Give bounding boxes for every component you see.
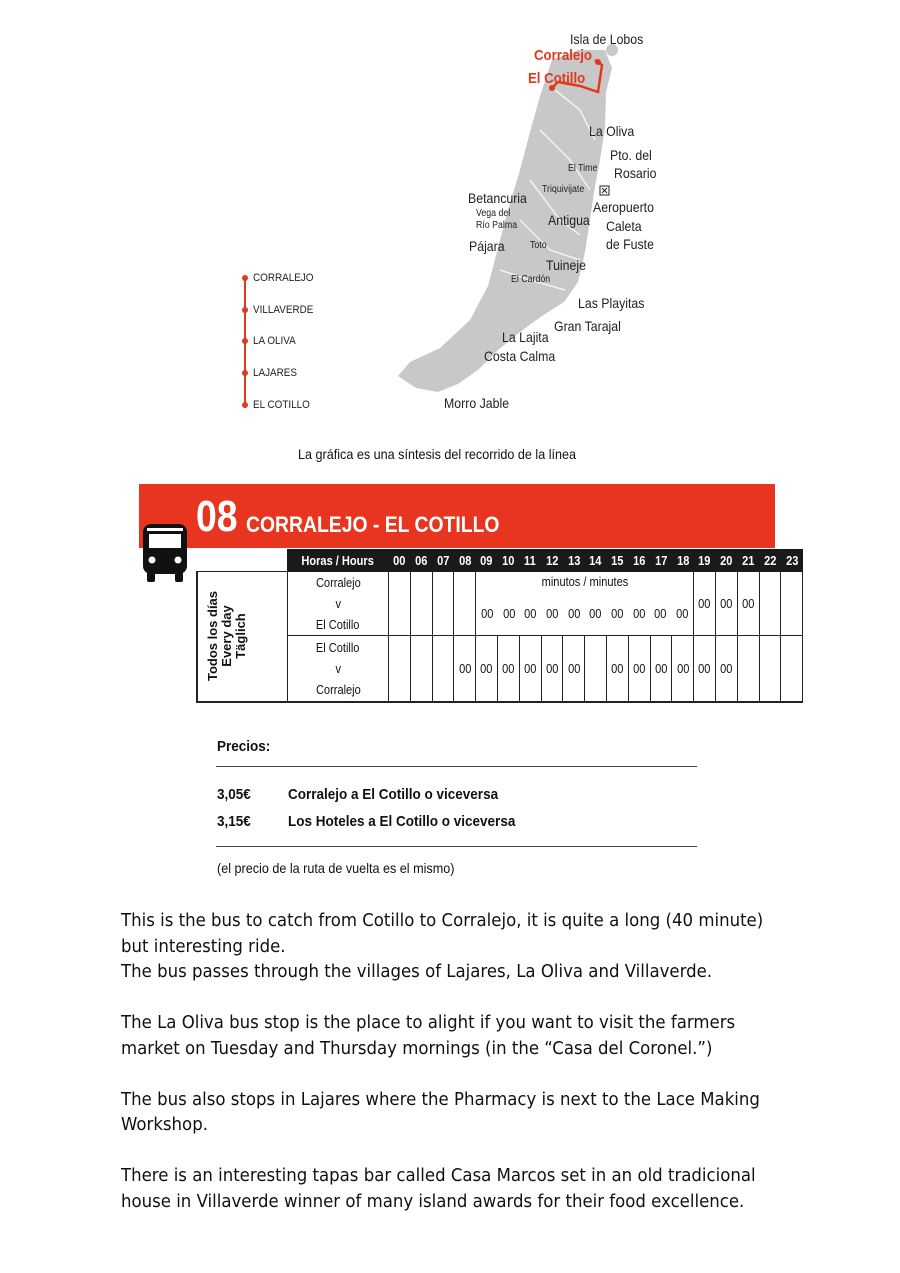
map-label-isla-de-lobos: Isla de Lobos bbox=[570, 31, 644, 47]
time-cell: 00 bbox=[654, 606, 667, 621]
route-label-outbound: Corralejo v El Cotillo bbox=[288, 572, 389, 636]
time-cell: 00 bbox=[715, 636, 737, 702]
map-label-el-cardon: El Cardón bbox=[511, 274, 551, 285]
hour-header: 16 bbox=[628, 550, 650, 572]
time-cell: 00 bbox=[589, 606, 602, 621]
minutes-label: minutos / minutes bbox=[541, 574, 628, 589]
hour-header: 09 bbox=[476, 550, 498, 572]
hour-header: 21 bbox=[737, 550, 759, 572]
timetable bbox=[196, 549, 803, 703]
map-label-de-fuste: de Fuste bbox=[606, 236, 654, 252]
map-label-pto-del: Pto. del bbox=[610, 147, 652, 163]
time-cell: 00 bbox=[694, 572, 716, 636]
time-cell bbox=[759, 636, 781, 702]
paragraph: The La Oliva bus stop is the place to alight if you want to visit the farmers market on Tuesday and Thursday mornings (in the “Casa del Coronel.”) bbox=[121, 1012, 736, 1059]
stop-dot bbox=[242, 370, 248, 376]
route-stop: LAJARES bbox=[253, 367, 298, 379]
time-cell: 00 bbox=[672, 636, 694, 702]
time-cell: 00 bbox=[715, 572, 737, 636]
corralejo-marker bbox=[595, 59, 601, 65]
time-cell bbox=[781, 636, 803, 702]
time-cell bbox=[432, 636, 454, 702]
minutes-block bbox=[476, 572, 694, 636]
stop-dot bbox=[242, 307, 248, 313]
time-cell: 00 bbox=[567, 606, 580, 621]
map-label-morro-jable: Morro Jable bbox=[444, 395, 510, 411]
map-label-betancuria: Betancuria bbox=[468, 190, 527, 206]
prices-title: Precios: bbox=[217, 738, 271, 755]
stop-dot bbox=[242, 402, 248, 408]
hour-header: 11 bbox=[519, 550, 541, 572]
hour-header: 15 bbox=[606, 550, 628, 572]
hour-header: 17 bbox=[650, 550, 672, 572]
bus-icon bbox=[141, 522, 189, 584]
time-cell: 00 bbox=[606, 636, 628, 702]
hour-header: 23 bbox=[781, 550, 803, 572]
map-label-caleta: Caleta bbox=[606, 218, 642, 234]
time-cell: 00 bbox=[650, 636, 672, 702]
route-stop: VILLAVERDE bbox=[253, 304, 314, 316]
hour-header: 12 bbox=[541, 550, 563, 572]
map-label-aeropuerto: Aeropuerto bbox=[593, 199, 654, 215]
hour-header: 00 bbox=[389, 550, 411, 572]
price-description: Corralejo a El Cotillo o viceversa bbox=[288, 786, 499, 803]
map-label-las-playitas: Las Playitas bbox=[578, 295, 645, 311]
map-label-toto: Toto bbox=[530, 240, 547, 251]
map-label-pajara: Pájara bbox=[469, 238, 505, 254]
time-cell: 00 bbox=[454, 636, 476, 702]
time-cell: 00 bbox=[519, 636, 541, 702]
price-amount: 3,15€ bbox=[217, 813, 251, 830]
time-cell: 00 bbox=[545, 606, 559, 621]
map-label-rio-palma: Río Palma bbox=[476, 220, 518, 231]
time-cell bbox=[759, 572, 781, 636]
time-cell: 00 bbox=[694, 636, 716, 702]
time-cell: 00 bbox=[632, 606, 646, 621]
map-label-la-oliva: La Oliva bbox=[589, 123, 635, 139]
time-cell bbox=[389, 572, 411, 636]
time-cell: 00 bbox=[541, 636, 563, 702]
divider bbox=[216, 766, 697, 767]
hour-header: 19 bbox=[694, 550, 716, 572]
time-cell: 00 bbox=[524, 606, 537, 621]
map-caption: La gráfica es una síntesis del recorrido de la línea bbox=[298, 446, 577, 462]
map-label-antigua: Antigua bbox=[548, 212, 590, 228]
hour-header: 22 bbox=[759, 550, 781, 572]
hour-header: 06 bbox=[410, 550, 432, 572]
line-number: 08 bbox=[196, 492, 238, 541]
price-note: (el precio de la ruta de vuelta es el mismo) bbox=[217, 860, 455, 876]
time-cell: 00 bbox=[628, 636, 650, 702]
stop-dot bbox=[242, 275, 248, 281]
hour-header: 08 bbox=[454, 550, 476, 572]
time-cell: 00 bbox=[676, 606, 689, 621]
time-cell bbox=[432, 572, 454, 636]
route-stop: CORRALEJO bbox=[253, 272, 314, 284]
paragraph: There is an interesting tapas bar called Casa Marcos set in an old tradicional house in Villaverde winner of many island awards for their food excellence. bbox=[121, 1165, 756, 1212]
time-cell: 00 bbox=[611, 606, 624, 621]
stop-dot bbox=[242, 338, 248, 344]
divider bbox=[216, 846, 697, 847]
paragraph: This is the bus to catch from Cotillo to Corralejo, it is quite a long (40 minute) but interesting ride. The bus passes through the villages of Lajares, La Oliva and Villaverde. bbox=[121, 910, 764, 982]
route-name: CORRALEJO - EL COTILLO bbox=[246, 512, 500, 537]
price-description: Los Hoteles a El Cotillo o viceversa bbox=[288, 813, 516, 830]
map-label-vega-del: Vega del bbox=[476, 208, 511, 219]
time-cell: 00 bbox=[497, 636, 519, 702]
map-label-corralejo: Corralejo bbox=[534, 47, 592, 64]
route-stop: EL COTILLO bbox=[253, 399, 310, 411]
time-cell bbox=[454, 572, 476, 636]
map-label-tuineje: Tuineje bbox=[546, 257, 586, 273]
route-stop: LA OLIVA bbox=[253, 335, 296, 347]
map-label-rosario: Rosario bbox=[614, 165, 657, 181]
map-label-la-lajita: La Lajita bbox=[502, 329, 549, 345]
time-cell bbox=[781, 572, 803, 636]
frequency-label: Todos los días Every day Täglich bbox=[197, 572, 288, 702]
time-cell: 00 bbox=[502, 606, 515, 621]
hour-header: 10 bbox=[497, 550, 519, 572]
hour-header: 13 bbox=[563, 550, 585, 572]
time-cell: 00 bbox=[563, 636, 585, 702]
time-cell bbox=[410, 636, 432, 702]
time-cell bbox=[585, 636, 607, 702]
time-cell bbox=[389, 636, 411, 702]
hour-header: 18 bbox=[672, 550, 694, 572]
map-label-el-cotillo: El Cotillo bbox=[528, 70, 586, 87]
time-cell: 00 bbox=[737, 572, 759, 636]
hour-header: 14 bbox=[585, 550, 607, 572]
map-label-triquivijate: Triquivijate bbox=[542, 184, 585, 195]
hours-header-label: Horas / Hours bbox=[288, 550, 389, 572]
price-amount: 3,05€ bbox=[217, 786, 251, 803]
map-label-costa-calma: Costa Calma bbox=[484, 348, 556, 364]
map-label-el-time: El Time bbox=[568, 163, 598, 174]
time-cell: 00 bbox=[480, 606, 494, 621]
hour-header: 07 bbox=[432, 550, 454, 572]
body-text bbox=[121, 908, 811, 1240]
time-cell bbox=[737, 636, 759, 702]
time-cell: 00 bbox=[476, 636, 498, 702]
route-label-return: El Cotillo v Corralejo bbox=[288, 636, 389, 702]
paragraph: The bus also stops in Lajares where the Pharmacy is next to the Lace Making Workshop. bbox=[121, 1088, 760, 1135]
map-label-gran-tarajal: Gran Tarajal bbox=[554, 318, 621, 334]
time-cell bbox=[410, 572, 432, 636]
hour-header: 20 bbox=[715, 550, 737, 572]
